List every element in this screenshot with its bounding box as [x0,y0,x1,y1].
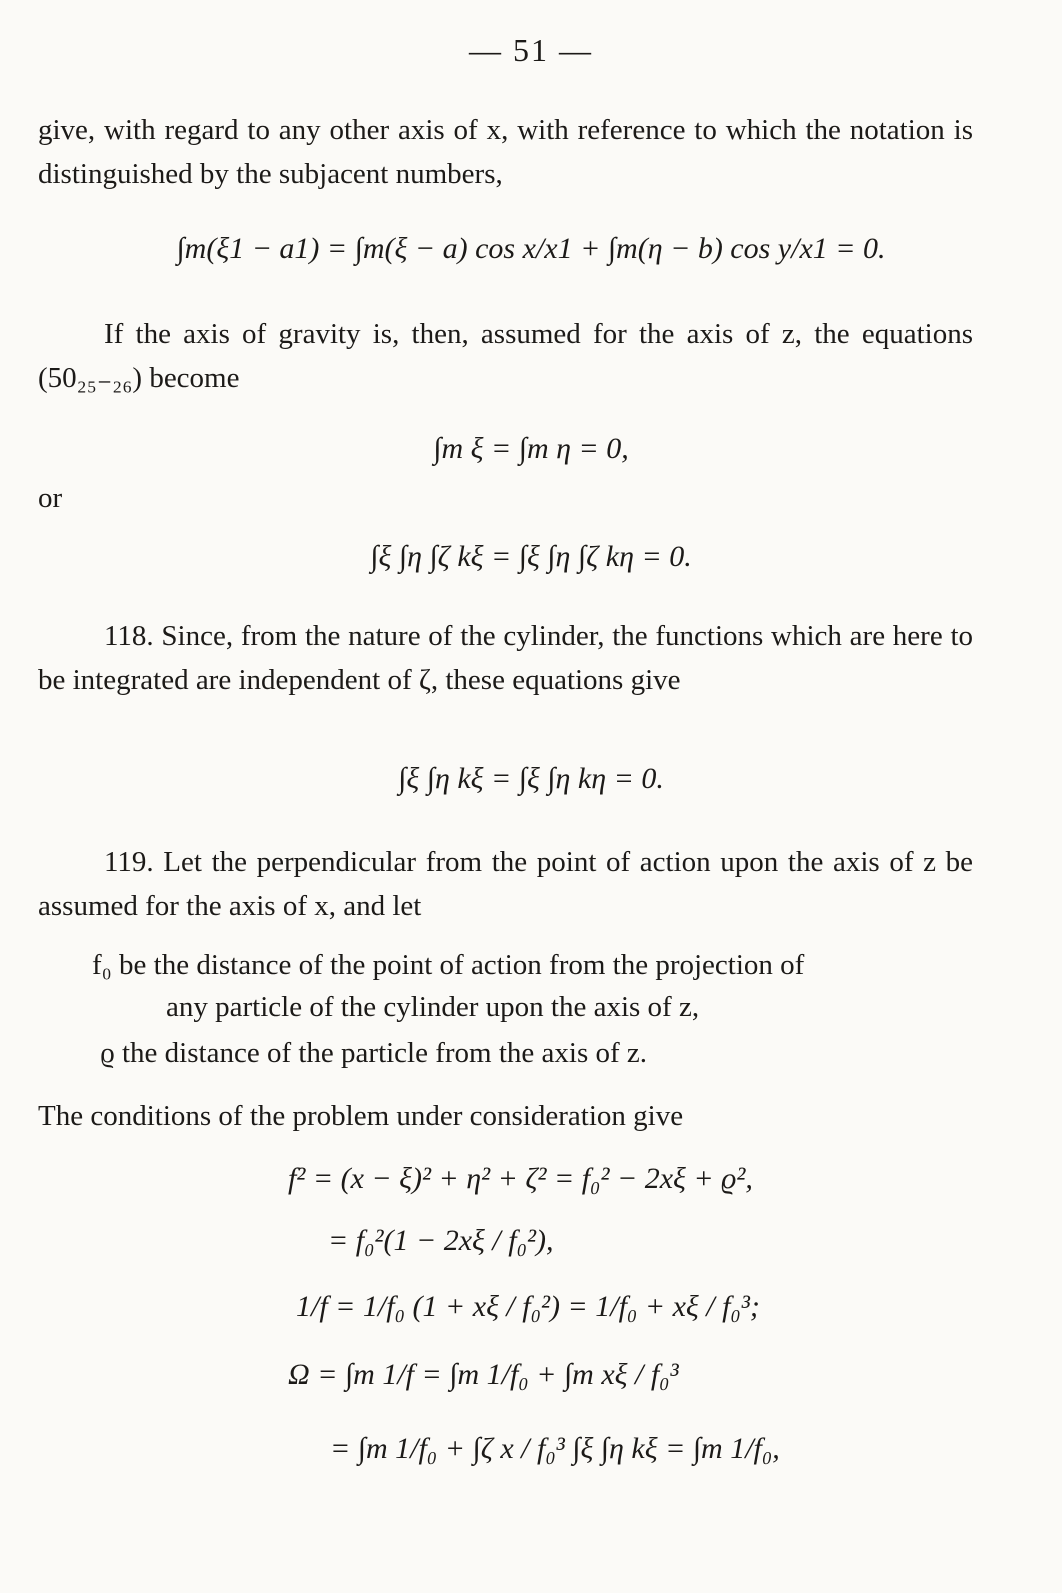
equation-first-moments: ∫m ξ = ∫m η = 0, [433,432,629,465]
equation-omega-result: = ∫m 1/f₀ + ∫ζ x / f₀³ ∫ξ ∫η kξ = ∫m 1/f₀, [330,1432,780,1465]
connector-or: or [38,482,63,514]
definition-f0 [92,944,982,1028]
equation-reciprocal-f: 1/f = 1/f₀ (1 + xξ / f₀²) = 1/f₀ + xξ / f₀³; [296,1290,760,1323]
equation-triple-integral: ∫ξ ∫η ∫ζ kξ = ∫ξ ∫η ∫ζ kη = 0. [370,540,692,573]
equation-f-squared: f² = (x − ξ)² + η² + ζ² = f₀² − 2xξ + ϱ², [288,1162,753,1195]
definition-f0-line-1: f₀ be the distance of the point of action from the projection of [92,949,805,981]
page-number: — 51 — [469,32,593,68]
paragraph-axis-of-gravity: If the axis of gravity is, then, assumed for the axis of z, the equations (50₂₅₋₂₆) become [38,318,973,394]
equation-omega: Ω = ∫m 1/f = ∫m 1/f₀ + ∫m xξ / f₀³ [288,1358,679,1391]
paragraph-conditions: The conditions of the problem under consideration give [38,1100,684,1132]
definition-f0-line-2: any particle of the cylinder upon the axis of z, [166,991,700,1023]
definition-rho: ϱ the distance of the particle from the axis of z. [100,1037,648,1069]
paragraph-118: 118. Since, from the nature of the cylinder, the functions which are here to be integrated are independent of ζ, these equations give [38,620,973,696]
equation-f-squared-factored: = f₀²(1 − 2xξ / f₀²), [328,1224,554,1257]
paragraph-intro: give, with regard to any other axis of x, with reference to which the notation is distinguished by the subjacent numbers, [38,114,973,190]
paragraph-119: 119. Let the perpendicular from the point of action upon the axis of z be assumed for the axis of x, and let [38,846,973,922]
equation-double-integral: ∫ξ ∫η kξ = ∫ξ ∫η kη = 0. [398,762,664,795]
equation-projection-sum: ∫m(ξ1 − a1) = ∫m(ξ − a) cos x/x1 + ∫m(η − b) cos y/x1 = 0. [176,232,886,265]
